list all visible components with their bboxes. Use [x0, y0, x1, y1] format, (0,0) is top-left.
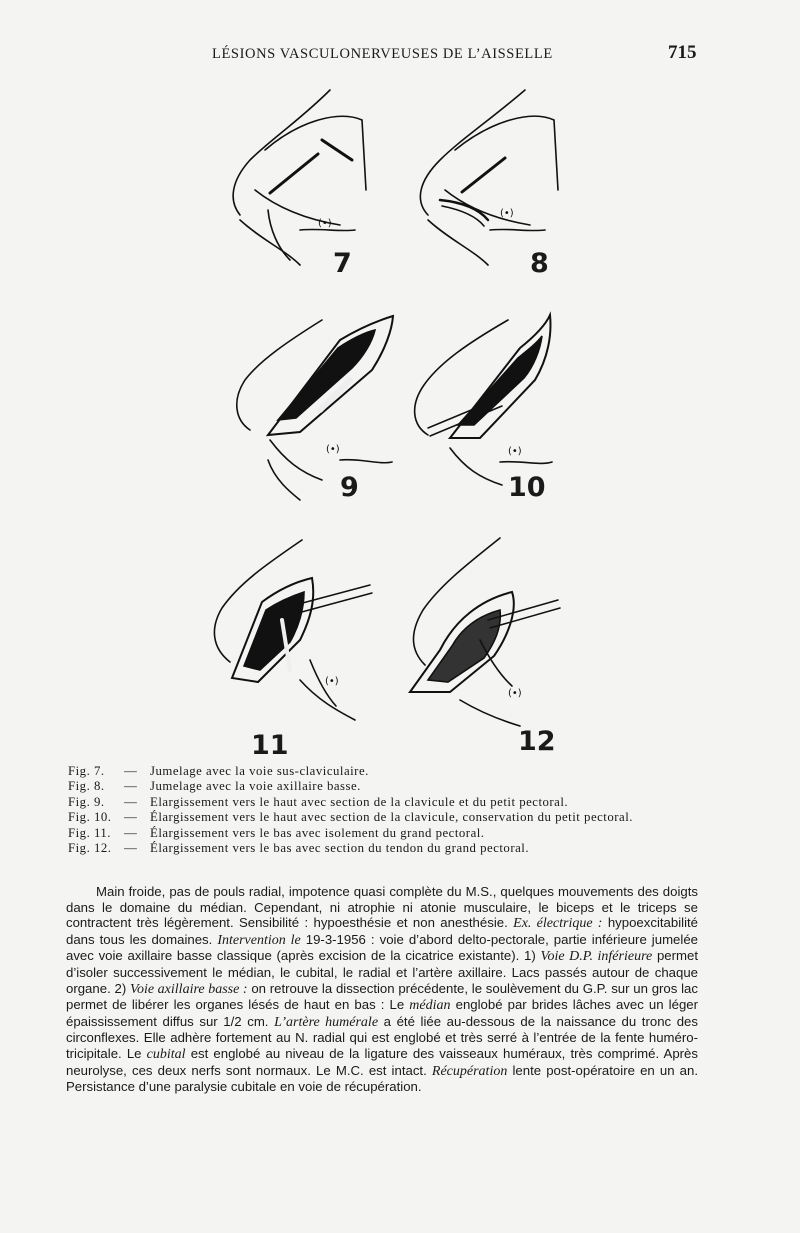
caption-dash: —	[124, 794, 138, 809]
figure-plates	[0, 80, 800, 760]
caption-row	[68, 841, 708, 856]
caption-text: Élargissement vers le bas avec section du tendon du grand pectoral.	[150, 841, 530, 856]
body-text-run: 19-3-1956 : voie d’abord delto-pectorale, partie inférieure jumelée avec voie axillaire basse classique (après excision de la cicatrice existante). 1)	[66, 931, 698, 964]
body-emphasis: L’artère humérale	[274, 1014, 379, 1030]
figure-label: 10	[508, 472, 546, 503]
figure-label: 9	[340, 472, 359, 503]
body-emphasis: Voie D.P. inférieure	[540, 949, 653, 965]
figure-marker: (•)	[500, 208, 514, 219]
running-head	[0, 42, 800, 66]
body-text-run: hypoexcitabilité dans tous les domaines.	[66, 915, 698, 947]
caption-label: Fig. 10.	[68, 810, 112, 825]
body-emphasis: Intervention le	[217, 932, 301, 948]
body-emphasis: cubital	[146, 1046, 186, 1062]
caption-text: Jumelage avec la voie axillaire basse.	[150, 779, 361, 794]
figure-label: 11	[251, 730, 289, 761]
body-text-run: a été liée au-dessous de la naissance du tronc des circonflexes. Elle adhère fortement au N. radial qui est englobé et très serré à l’entrée de la fente huméro-tricipitale. Le	[66, 1013, 698, 1061]
caption-row	[68, 779, 708, 794]
caption-label: Fig. 12.	[68, 841, 112, 856]
body-paragraph	[66, 884, 698, 1095]
figure-12-drawing	[410, 538, 560, 726]
figure-label: 12	[518, 726, 556, 757]
body-emphasis: Ex. électrique :	[513, 916, 603, 932]
caption-label: Fig. 9.	[68, 794, 105, 809]
figure-marker: (•)	[318, 218, 332, 229]
body-text-run: est englobé au niveau de la ligature des vaisseaux huméraux, très comprimé. Après neurolyse, ces deux nerfs sont normaux. Le M.C. est intact.	[66, 1045, 698, 1078]
body-text-run: on retrouve la dissection précédente, le soulèvement du G.P. sur un gros lac permet de libérer les organes lésés de haut en bas : Le	[66, 980, 698, 1013]
figure-label: 8	[530, 248, 549, 279]
figure-marker: (•)	[508, 688, 522, 699]
figure-8-drawing	[420, 90, 558, 265]
caption-dash: —	[124, 810, 138, 825]
caption-dash: —	[124, 779, 138, 794]
caption-row	[68, 764, 708, 779]
figure-marker: (•)	[325, 676, 339, 687]
body-emphasis: médian	[409, 998, 451, 1014]
caption-label: Fig. 8.	[68, 779, 105, 794]
figure-11-drawing	[214, 540, 372, 720]
body-text-run: permet d’isoler successivement le médian, le cubital, le radial et l’artère axillaire. Lacs passés autour de chaque organe. 2)	[66, 948, 698, 996]
caption-label: Fig. 7.	[68, 764, 105, 778]
caption-text: Élargissement vers le haut avec section de la clavicule, conservation du petit pectoral.	[150, 810, 633, 825]
figure-marker: (•)	[326, 444, 340, 455]
caption-row	[68, 826, 708, 841]
body-text-run: Main froide, pas de pouls radial, impotence quasi complète du M.S., quelques mouvements des doigts dans le domaine du médian. Cependant, ni atrophie ni atonie musculaire, le biceps et le triceps se contractent très légèrement. Sensibilité : hypoesthésie et non anesthésie.	[66, 884, 698, 931]
figure-label: 7	[333, 248, 352, 279]
figure-9-drawing	[237, 316, 393, 500]
figure-10-drawing	[415, 315, 552, 485]
caption-row	[68, 795, 708, 810]
body-emphasis: Voie axillaire basse :	[129, 981, 248, 997]
caption-dash: —	[124, 764, 138, 778]
caption-label: Fig. 11.	[68, 825, 111, 840]
figure-marker: (•)	[508, 446, 522, 457]
caption-text: Jumelage avec la voie sus-claviculaire.	[150, 764, 369, 778]
page-number: 715	[668, 42, 697, 63]
caption-text: Elargissement vers le haut avec section de la clavicule et du petit pectoral.	[150, 794, 569, 809]
caption-text: Élargissement vers le bas avec isolement du grand pectoral.	[150, 825, 485, 840]
body-emphasis: Récupération	[431, 1063, 508, 1079]
body-text-run: lente post-opératoire en un an. Persistance d’une paralysie cubitale en voie de récupération.	[66, 1062, 699, 1095]
surgical-drawings	[0, 80, 800, 760]
caption-row	[68, 810, 708, 825]
body-text-run: englobé par brides lâches avec un léger épaississement diffus sur 1/2 cm.	[66, 997, 699, 1029]
figure-7-drawing	[233, 90, 366, 265]
caption-dash: —	[124, 841, 138, 856]
running-title: LÉSIONS VASCULONERVEUSES DE L’AISSELLE	[212, 46, 553, 62]
figure-captions	[68, 764, 708, 856]
caption-dash: —	[124, 825, 138, 840]
